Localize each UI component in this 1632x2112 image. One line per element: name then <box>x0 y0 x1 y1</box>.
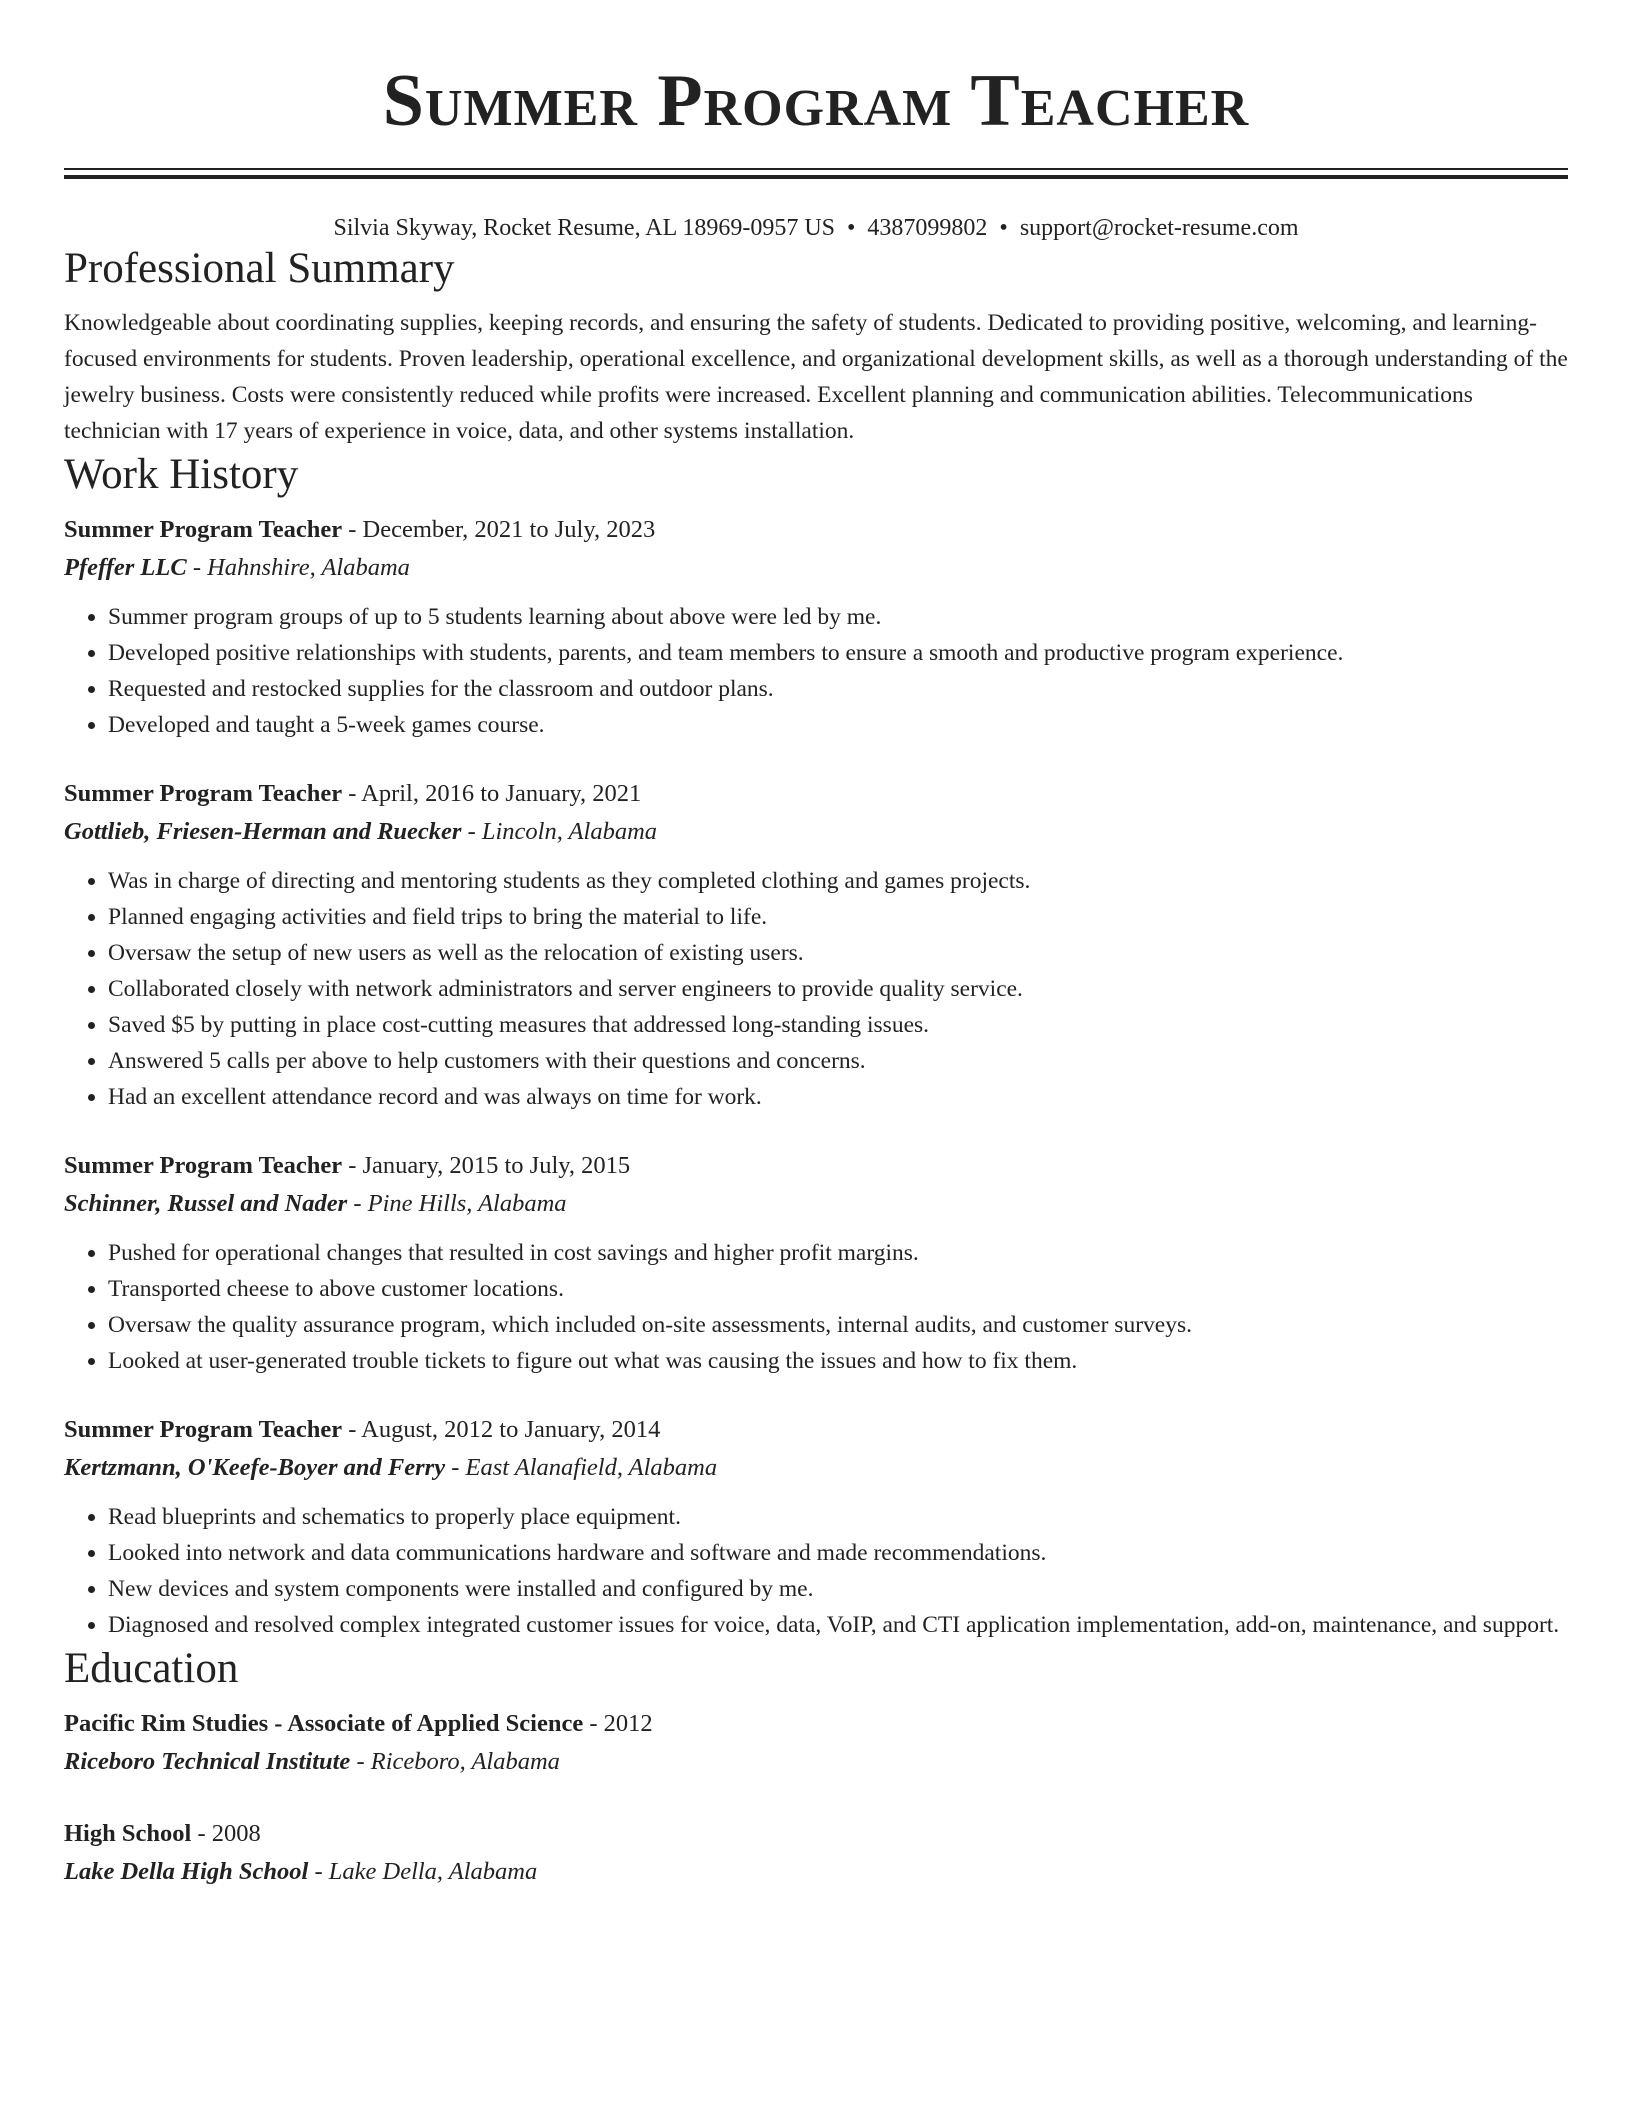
education-heading: Education <box>64 1645 239 1692</box>
education-entry <box>64 1705 1568 1781</box>
job-dash: - <box>342 1416 362 1443</box>
job-title-line <box>64 775 1568 813</box>
education-degree-line <box>64 1705 1568 1743</box>
job-dates: January, 2015 to July, 2015 <box>362 1152 631 1179</box>
education-location: Riceboro, Alabama <box>370 1748 560 1775</box>
education-dash: - <box>308 1858 329 1885</box>
contact-line <box>64 213 1568 243</box>
education-dash: - <box>191 1820 212 1847</box>
job-company-line <box>64 1185 1568 1223</box>
education-entry <box>64 1815 1568 1891</box>
summary-heading: Professional Summary <box>64 245 455 292</box>
job-bullet: • Looked into network and data communications hardware and software and made recommendations. <box>108 1535 1568 1571</box>
education-year: 2012 <box>603 1710 653 1737</box>
job-role: Summer Program Teacher <box>64 780 343 807</box>
job-dash: - <box>342 1152 363 1179</box>
contact-address: Silvia Skyway, Rocket Resume, AL 18969-0957 US <box>333 215 836 241</box>
title-divider-thin <box>64 168 1568 170</box>
job-location: Pine Hills, Alabama <box>367 1190 567 1217</box>
job-bullets <box>64 863 1568 1115</box>
job-bullets <box>64 599 1568 743</box>
job-bullet: • Had an excellent attendance record and was always on time for work. <box>108 1079 1568 1115</box>
contact-phone: 4387099802 <box>867 215 988 241</box>
job-role: Summer Program Teacher <box>64 516 343 543</box>
job-bullet: • New devices and system components were installed and configured by me. <box>108 1571 1568 1607</box>
job-company-line <box>64 549 1568 587</box>
job-title-line <box>64 511 1568 549</box>
job-dash: - <box>445 1454 466 1481</box>
job-dash: - <box>342 780 362 807</box>
contact-email: support@rocket-resume.com <box>1019 215 1299 241</box>
contact-separator: • <box>999 215 1008 241</box>
education-degree: Pacific Rim Studies - Associate of Applied Science <box>64 1710 584 1737</box>
title-divider-thick <box>64 175 1568 179</box>
job-company-line <box>64 1449 1568 1487</box>
education-school: Lake Della High School <box>64 1858 309 1885</box>
job-role: Summer Program Teacher <box>64 1416 343 1443</box>
job-company: Schinner, Russel and Nader <box>64 1190 348 1217</box>
job-bullet: • Collaborated closely with network administrators and server engineers to provide quality service. <box>108 971 1568 1007</box>
job-bullets <box>64 1499 1568 1643</box>
job-entry <box>64 1147 1568 1379</box>
job-bullet: • Diagnosed and resolved complex integrated customer issues for voice, data, VoIP, and CTI application implementation, add-on, maintenance, and support. <box>108 1607 1568 1643</box>
job-dash: - <box>461 818 482 845</box>
job-bullets <box>64 1235 1568 1379</box>
education-dash: - <box>350 1748 371 1775</box>
job-dates: April, 2016 to January, 2021 <box>361 780 642 807</box>
job-dash: - <box>186 554 208 581</box>
job-entry <box>64 1411 1568 1643</box>
job-location: Lincoln, Alabama <box>481 818 658 845</box>
resume-title: Summer Program Teacher <box>382 60 1250 142</box>
job-bullet: • Planned engaging activities and field trips to bring the material to life. <box>108 899 1568 935</box>
job-title-line <box>64 1411 1568 1449</box>
education-degree-line <box>64 1815 1568 1853</box>
education-school-line <box>64 1743 1568 1781</box>
job-bullet: • Requested and restocked supplies for the classroom and outdoor plans. <box>108 671 1568 707</box>
job-bullet: • Developed and taught a 5-week games course. <box>108 707 1568 743</box>
job-entry <box>64 511 1568 743</box>
work-history-heading: Work History <box>64 451 299 498</box>
job-title-line <box>64 1147 1568 1185</box>
job-dates: December, 2021 to July, 2023 <box>362 516 656 543</box>
job-dates: August, 2012 to January, 2014 <box>361 1416 661 1443</box>
job-bullet: • Oversaw the quality assurance program, which included on-site assessments, internal audits, and customer surveys. <box>108 1307 1568 1343</box>
job-location: East Alanafield, Alabama <box>465 1454 718 1481</box>
job-bullet: • Looked at user-generated trouble tickets to figure out what was causing the issues and how to fix them. <box>108 1343 1568 1379</box>
job-bullet: • Pushed for operational changes that resulted in cost savings and higher profit margins. <box>108 1235 1568 1271</box>
job-entry <box>64 775 1568 1115</box>
education-location: Lake Della, Alabama <box>328 1858 538 1885</box>
education-degree: High School <box>64 1820 192 1847</box>
education-year: 2008 <box>211 1820 261 1847</box>
job-bullet: • Summer program groups of up to 5 students learning about above were led by me. <box>108 599 1568 635</box>
job-bullet: • Answered 5 calls per above to help customers with their questions and concerns. <box>108 1043 1568 1079</box>
education-dash: - <box>583 1710 604 1737</box>
job-bullet: • Read blueprints and schematics to properly place equipment. <box>108 1499 1568 1535</box>
education-school: Riceboro Technical Institute <box>64 1748 351 1775</box>
job-bullet: • Transported cheese to above customer locations. <box>108 1271 1568 1307</box>
job-location: Hahnshire, Alabama <box>207 554 410 581</box>
job-bullet: • Developed positive relationships with students, parents, and team members to ensure a smooth and productive program experience. <box>108 635 1568 671</box>
job-role: Summer Program Teacher <box>64 1152 343 1179</box>
job-bullet: • Saved $5 by putting in place cost-cutting measures that addressed long-standing issues. <box>108 1007 1568 1043</box>
education-school-line <box>64 1853 1568 1891</box>
job-bullet: • Was in charge of directing and mentoring students as they completed clothing and games projects. <box>108 863 1568 899</box>
job-company: Gottlieb, Friesen-Herman and Ruecker <box>64 818 462 845</box>
job-dash: - <box>347 1190 368 1217</box>
job-bullet: • Oversaw the setup of new users as well as the relocation of existing users. <box>108 935 1568 971</box>
job-company: Pfeffer LLC <box>64 554 187 581</box>
job-dash: - <box>342 516 363 543</box>
job-company: Kertzmann, O'Keefe-Boyer and Ferry <box>64 1454 446 1481</box>
contact-separator: • <box>847 215 856 241</box>
summary-text: Knowledgeable about coordinating supplies, keeping records, and ensuring the safety of students. Dedicated to providing positive, welcoming, and learning-focused environments for students. Proven leadership, operational excellence, and organizational development skills, as well as a thorough understanding of the jewelry business. Costs were consistently reduced while profits were increased. Excellent planning and communication abilities. Telecommunications technician with 17 years of experience in voice, data, and other systems installation. <box>64 310 1568 444</box>
job-company-line <box>64 813 1568 851</box>
